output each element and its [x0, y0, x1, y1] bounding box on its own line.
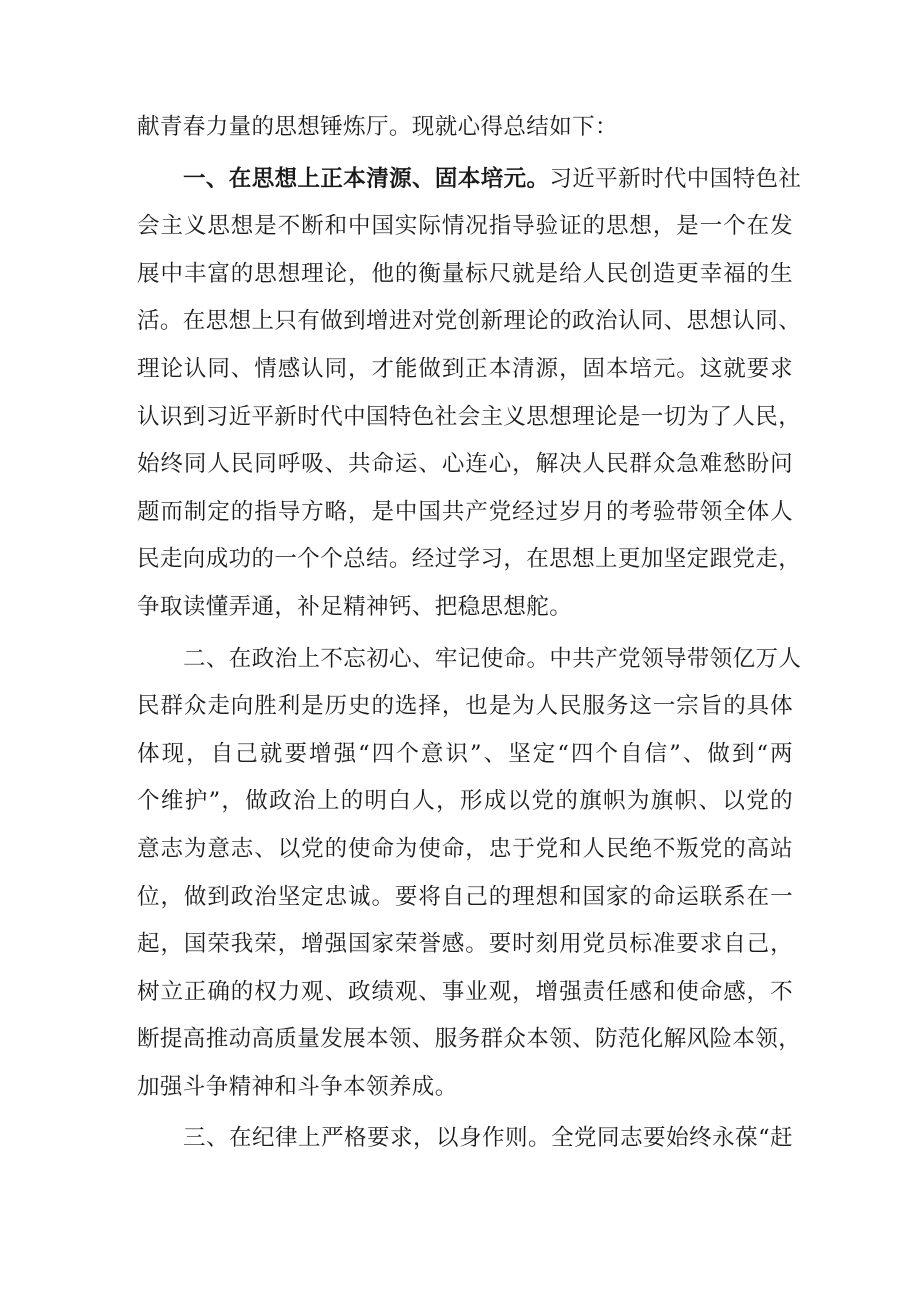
paragraph-line: 始终同人民同呼吸、共命运、心连心，解决人民群众急难愁盼问	[137, 451, 793, 478]
paragraph-line: 题而制定的指导方略，是中国共产党经过岁月的考验带领全体人	[137, 498, 793, 525]
section-1-first-line	[137, 156, 802, 204]
paragraph-line: 意志为意志、以党的使命为使命，忠于党和人民绝不叛党的高站	[137, 835, 793, 862]
paragraph-line: 争取读懂弄通，补足精神钙、把稳思想舵。	[137, 593, 573, 620]
paragraph-line: 个维护”，做政治上的明白人，形成以党的旗帜为旗帜、以党的	[137, 788, 793, 815]
paragraph-line: 献青春力量的思想锤炼厅。现就心得总结如下：	[137, 114, 618, 140]
paragraph-line: 展中丰富的思想理论，他的衡量标尺就是给人民创造更幸福的生	[137, 260, 793, 287]
paragraph-line: 位，做到政治坚定忠诚。要将自己的理想和国家的命运联系在一	[137, 883, 793, 910]
paragraph-line: 会主义思想是不断和中国实际情况指导验证的思想，是一个在发	[137, 213, 793, 240]
section-1-text: 习近平新时代中国特色社	[549, 165, 802, 192]
paragraph-line: 活。在思想上只有做到增进对党创新理论的政治认同、思想认同、	[137, 308, 802, 335]
section-3-first-line: 三、在纪律上严格要求，以身作则。全党同志要始终永葆“赶	[183, 1125, 793, 1152]
section-2-first-line: 二、在政治上不忘初心、牢记使命。中共产党领导带领亿万人	[183, 645, 802, 672]
section-1-heading: 一、在思想上正本清源、固本培元。	[183, 165, 550, 192]
paragraph-line: 加强斗争精神和斗争本领养成。	[137, 1073, 458, 1100]
paragraph-line: 断提高推动高质量发展本领、服务群众本领、防范化解风险本领，	[137, 1026, 802, 1053]
paragraph-line: 认识到习近平新时代中国特色社会主义思想理论是一切为了人民，	[137, 403, 802, 430]
paragraph-line: 起，国荣我荣，增强国家荣誉感。要时刻用党员标准要求自己，	[137, 931, 793, 958]
paragraph-line: 体现，自己就要增强“四个意识”、坚定“四个自信”、做到“两	[137, 740, 793, 767]
paragraph-line: 民群众走向胜利是历史的选择，也是为人民服务这一宗旨的具体	[137, 693, 793, 720]
paragraph-line: 树立正确的权力观、政绩观、事业观，增强责任感和使命感，不	[137, 978, 793, 1005]
document-body	[137, 104, 802, 1163]
paragraph-line: 民走向成功的一个个总结。经过学习，在思想上更加坚定跟党走，	[137, 546, 802, 573]
paragraph-line: 理论认同、情感认同，才能做到正本清源，固本培元。这就要求	[137, 355, 793, 382]
